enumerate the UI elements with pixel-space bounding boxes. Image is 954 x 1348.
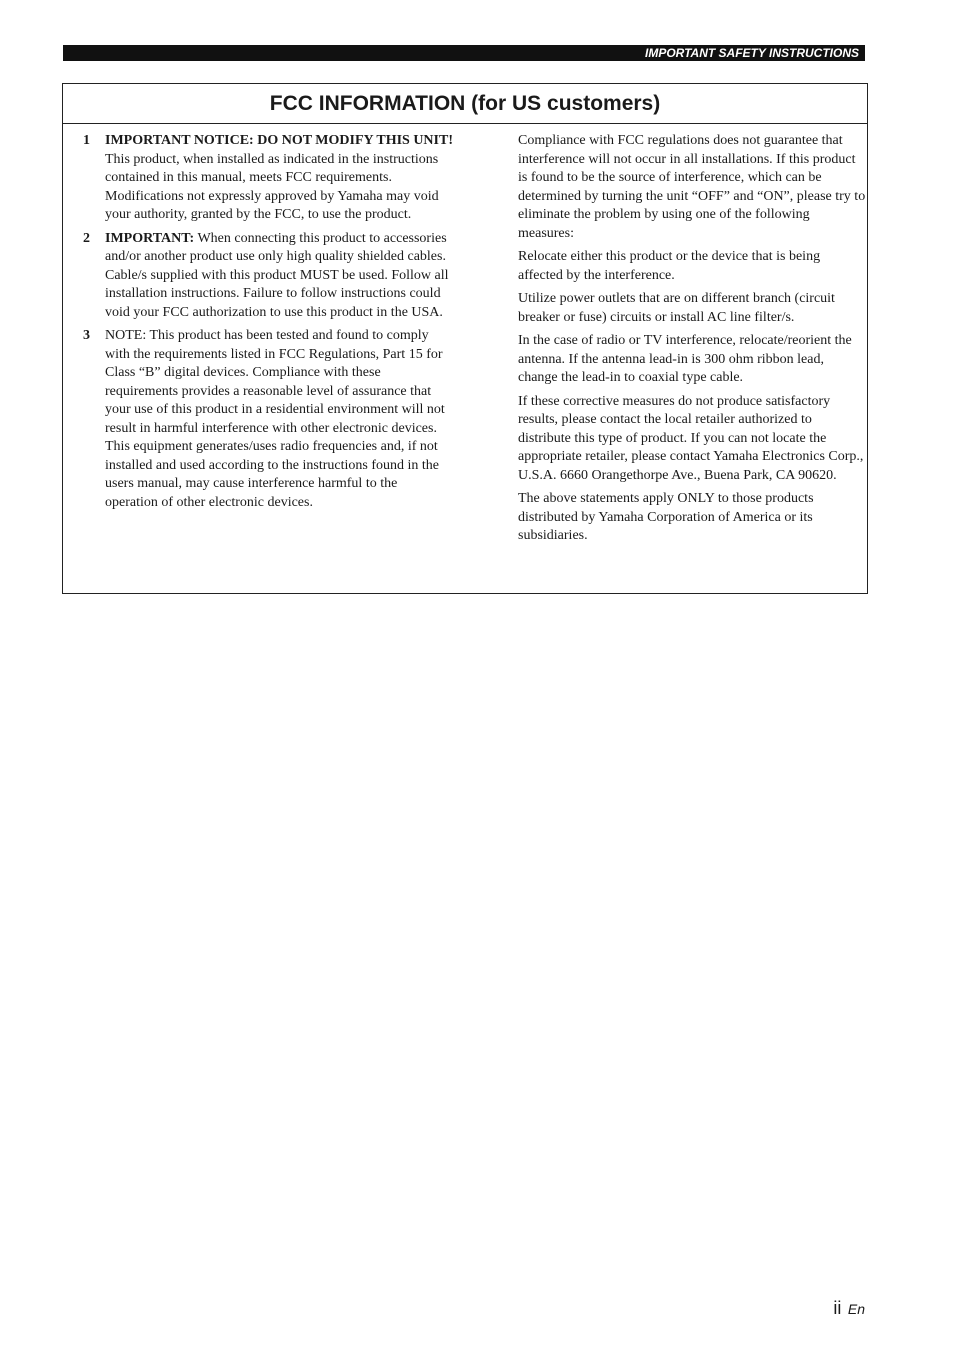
list-item: [83, 327, 453, 512]
item-text: NOTE: This product has been tested and found to comply with the requirements listed in FCC Regulations, Part 15 for Class “B” digital devices. Compliance with these requirements provides a reasonable level of assurance that your use of this product in a residential environment will not result in harmful interference with other electronic devices.: [105, 328, 445, 436]
item-number: 3: [83, 328, 90, 343]
page-language: En: [847, 1301, 865, 1317]
paragraph: If these corrective measures do not produce satisfactory results, please contact the local retailer authorized to distribute this type of product. If you can not locate the appropriate retailer, please contact Yamaha Electronics Corp., U.S.A. 6660 Orangethorpe Ave., Buena Park, CA 90620.: [518, 393, 864, 483]
box-title: FCC INFORMATION (for US customers): [63, 84, 867, 124]
paragraph: In the case of radio or TV interference, relocate/reorient the antenna. If the antenna lead-in is 300 ohm ribbon lead, change the lead-in to coaxial type cable.: [518, 333, 852, 385]
list-item: [83, 230, 453, 323]
section-header-title: IMPORTANT SAFETY INSTRUCTIONS: [644, 46, 859, 60]
list-item: [83, 132, 453, 225]
item-number: 1: [83, 133, 90, 148]
item-text: This product, when installed as indicated in the instructions contained in this manual, meets FCC requirements. Modifications not expressly approved by Yamaha may void your authority, granted by the FCC, to use the product.: [105, 151, 439, 222]
page-number: ii: [833, 1298, 842, 1318]
section-header-bar: [63, 45, 865, 61]
fcc-information-box: [62, 83, 868, 594]
item-lead: IMPORTANT NOTICE: DO NOT MODIFY THIS UNIT!: [105, 133, 453, 148]
left-column: [83, 132, 453, 517]
paragraph: Compliance with FCC regulations does not guarantee that interference will not occur in all installations. If this product is found to be the source of interference, which can be determined by turning the unit “OFF” and “ON”, please try to eliminate the problem by using one of the following measures:: [518, 133, 866, 241]
paragraph: Relocate either this product or the device that is being affected by the interference.: [518, 249, 821, 283]
item-lead: IMPORTANT:: [105, 230, 195, 246]
paragraph: The above statements apply ONLY to those products distributed by Yamaha Corporation of America or its subsidiaries.: [518, 491, 814, 543]
paragraph: Utilize power outlets that are on different branch (circuit breaker or fuse) circuits or install AC line filter/s.: [518, 291, 835, 325]
item-text-continued: This equipment generates/uses radio frequencies and, if not installed and used according to the instructions found in the users manual, may cause interference harmful to the operation of other electronic devices.: [105, 439, 439, 510]
page-footer: [833, 1298, 865, 1319]
item-text: When connecting this product to accessories and/or another product use only high quality shielded cables. Cable/s supplied with this product MUST be used. Follow all installation instructions. Failure to follow instructions could void your FCC authorization to use this product in the USA.: [105, 230, 449, 320]
right-column: [518, 132, 866, 551]
item-number: 2: [83, 230, 90, 246]
